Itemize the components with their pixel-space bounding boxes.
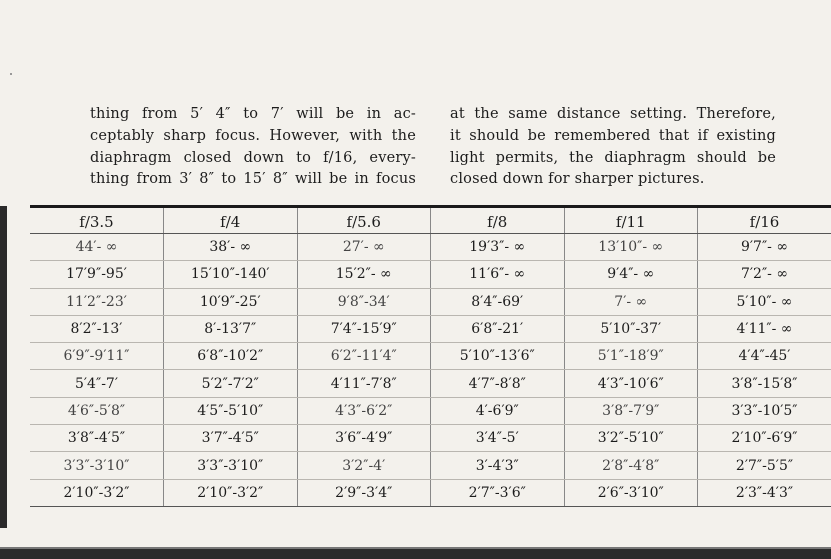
table-cell: 38′- ∞ — [164, 234, 298, 261]
text-line: thing from 3′ 8″ to 15′ 8″ will be in focus — [90, 171, 416, 188]
table-row — [30, 452, 831, 479]
table-cell: 3′7″-4′5″ — [164, 425, 298, 452]
table-row — [30, 370, 831, 397]
table-row — [30, 234, 831, 261]
table-cell: 6′8″-10′2″ — [164, 343, 298, 370]
table-cell: 5′10″-13′6″ — [431, 343, 565, 370]
table-cell: 8′4″-69′ — [431, 288, 565, 315]
table-cell: 2′7″-5′5″ — [698, 452, 831, 479]
text-column-right — [450, 104, 776, 191]
table-cell: 4′7″-8′8″ — [431, 370, 565, 397]
table-cell: 10′9″-25′ — [164, 288, 298, 315]
header-cell-f4: f/4 — [164, 207, 298, 234]
table-cell: 3′3″-3′10″ — [30, 452, 164, 479]
header-cell-f16: f/16 — [698, 207, 831, 234]
table-cell: 2′6″-3′10″ — [564, 479, 698, 506]
page-edge-left — [0, 206, 7, 528]
table-cell: 9′8″-34′ — [297, 288, 431, 315]
text-line: thing from 5′ 4″ to 7′ will be in ac- — [90, 106, 416, 122]
table-row — [30, 479, 831, 506]
table-row — [30, 397, 831, 424]
table-cell: 7′2″- ∞ — [698, 261, 831, 288]
table-cell: 4′11″-7′8″ — [297, 370, 431, 397]
table-cell: 3′3″-10′5″ — [698, 397, 831, 424]
table-cell: 3′3″-3′10″ — [164, 452, 298, 479]
table-cell: 3′8″-7′9″ — [564, 397, 698, 424]
table-cell: 3′6″-4′9″ — [297, 425, 431, 452]
table-row — [30, 261, 831, 288]
text-line: ceptably sharp focus. However, with the — [90, 127, 416, 144]
table-cell: 11′6″- ∞ — [431, 261, 565, 288]
page-edge-bottom — [0, 549, 831, 559]
table-cell: 7′4″-15′9″ — [297, 315, 431, 342]
table-cell: 15′2″- ∞ — [297, 261, 431, 288]
table-cell: 6′9″-9′11″ — [30, 343, 164, 370]
table-cell: 19′3″- ∞ — [431, 234, 565, 261]
table-cell: 5′10″-37′ — [564, 315, 698, 342]
text-line: it should be remembered that if existing — [450, 127, 776, 144]
table-cell: 2′9″-3′4″ — [297, 479, 431, 506]
header-cell-f11: f/11 — [564, 207, 698, 234]
table-cell: 44′- ∞ — [30, 234, 164, 261]
paper-speck — [10, 73, 12, 75]
table-cell: 5′10″- ∞ — [698, 288, 831, 315]
depth-of-field-table — [30, 205, 831, 507]
table-cell: 3′8″-15′8″ — [698, 370, 831, 397]
table-cell: 3′4″-5′ — [431, 425, 565, 452]
header-cell-f3-5: f/3.5 — [30, 207, 164, 234]
text-line: at the same distance setting. Therefore, — [450, 106, 776, 122]
text-line: closed down for sharper pictures. — [450, 171, 705, 188]
table-cell: 2′10″-3′2″ — [30, 479, 164, 506]
table-cell: 5′4″-7′ — [30, 370, 164, 397]
table-cell: 4′5″-5′10″ — [164, 397, 298, 424]
table-cell: 3′8″-4′5″ — [30, 425, 164, 452]
table-cell: 4′3″-10′6″ — [564, 370, 698, 397]
table-cell: 13′10″- ∞ — [564, 234, 698, 261]
table-cell: 2′10″-6′9″ — [698, 425, 831, 452]
table-cell: 8′2″-13′ — [30, 315, 164, 342]
table-cell: 3′2″-4′ — [297, 452, 431, 479]
table-cell: 8′-13′7″ — [164, 315, 298, 342]
table-cell: 27′- ∞ — [297, 234, 431, 261]
text-column-left — [90, 104, 416, 191]
table-cell: 3′-4′3″ — [431, 452, 565, 479]
table-cell: 11′2″-23′ — [30, 288, 164, 315]
table-cell: 15′10″-140′ — [164, 261, 298, 288]
table-cell: 4′4″-45′ — [698, 343, 831, 370]
table-cell: 2′10″-3′2″ — [164, 479, 298, 506]
table-cell: 4′-6′9″ — [431, 397, 565, 424]
table-cell: 5′2″-7′2″ — [164, 370, 298, 397]
table-cell: 9′7″- ∞ — [698, 234, 831, 261]
table-row — [30, 288, 831, 315]
table-cell: 4′11″- ∞ — [698, 315, 831, 342]
table-cell: 9′4″- ∞ — [564, 261, 698, 288]
table-cell: 2′8″-4′8″ — [564, 452, 698, 479]
table-cell: 4′3″-6′2″ — [297, 397, 431, 424]
table-cell: 4′6″-5′8″ — [30, 397, 164, 424]
table-cell: 3′2″-5′10″ — [564, 425, 698, 452]
table-cell: 5′1″-18′9″ — [564, 343, 698, 370]
table-cell: 2′3″-4′3″ — [698, 479, 831, 506]
text-line: diaphragm closed down to f/16, every- — [90, 149, 416, 166]
table-header-row — [30, 207, 831, 234]
table-row — [30, 343, 831, 370]
table-cell: 6′2″-11′4″ — [297, 343, 431, 370]
table-row — [30, 315, 831, 342]
table-cell: 17′9″-95′ — [30, 261, 164, 288]
text-line: light permits, the diaphragm should be — [450, 149, 776, 166]
table-cell: 6′8″-21′ — [431, 315, 565, 342]
table-cell: 2′7″-3′6″ — [431, 479, 565, 506]
table-row — [30, 425, 831, 452]
table-cell: 7′- ∞ — [564, 288, 698, 315]
header-cell-f5-6: f/5.6 — [297, 207, 431, 234]
header-cell-f8: f/8 — [431, 207, 565, 234]
